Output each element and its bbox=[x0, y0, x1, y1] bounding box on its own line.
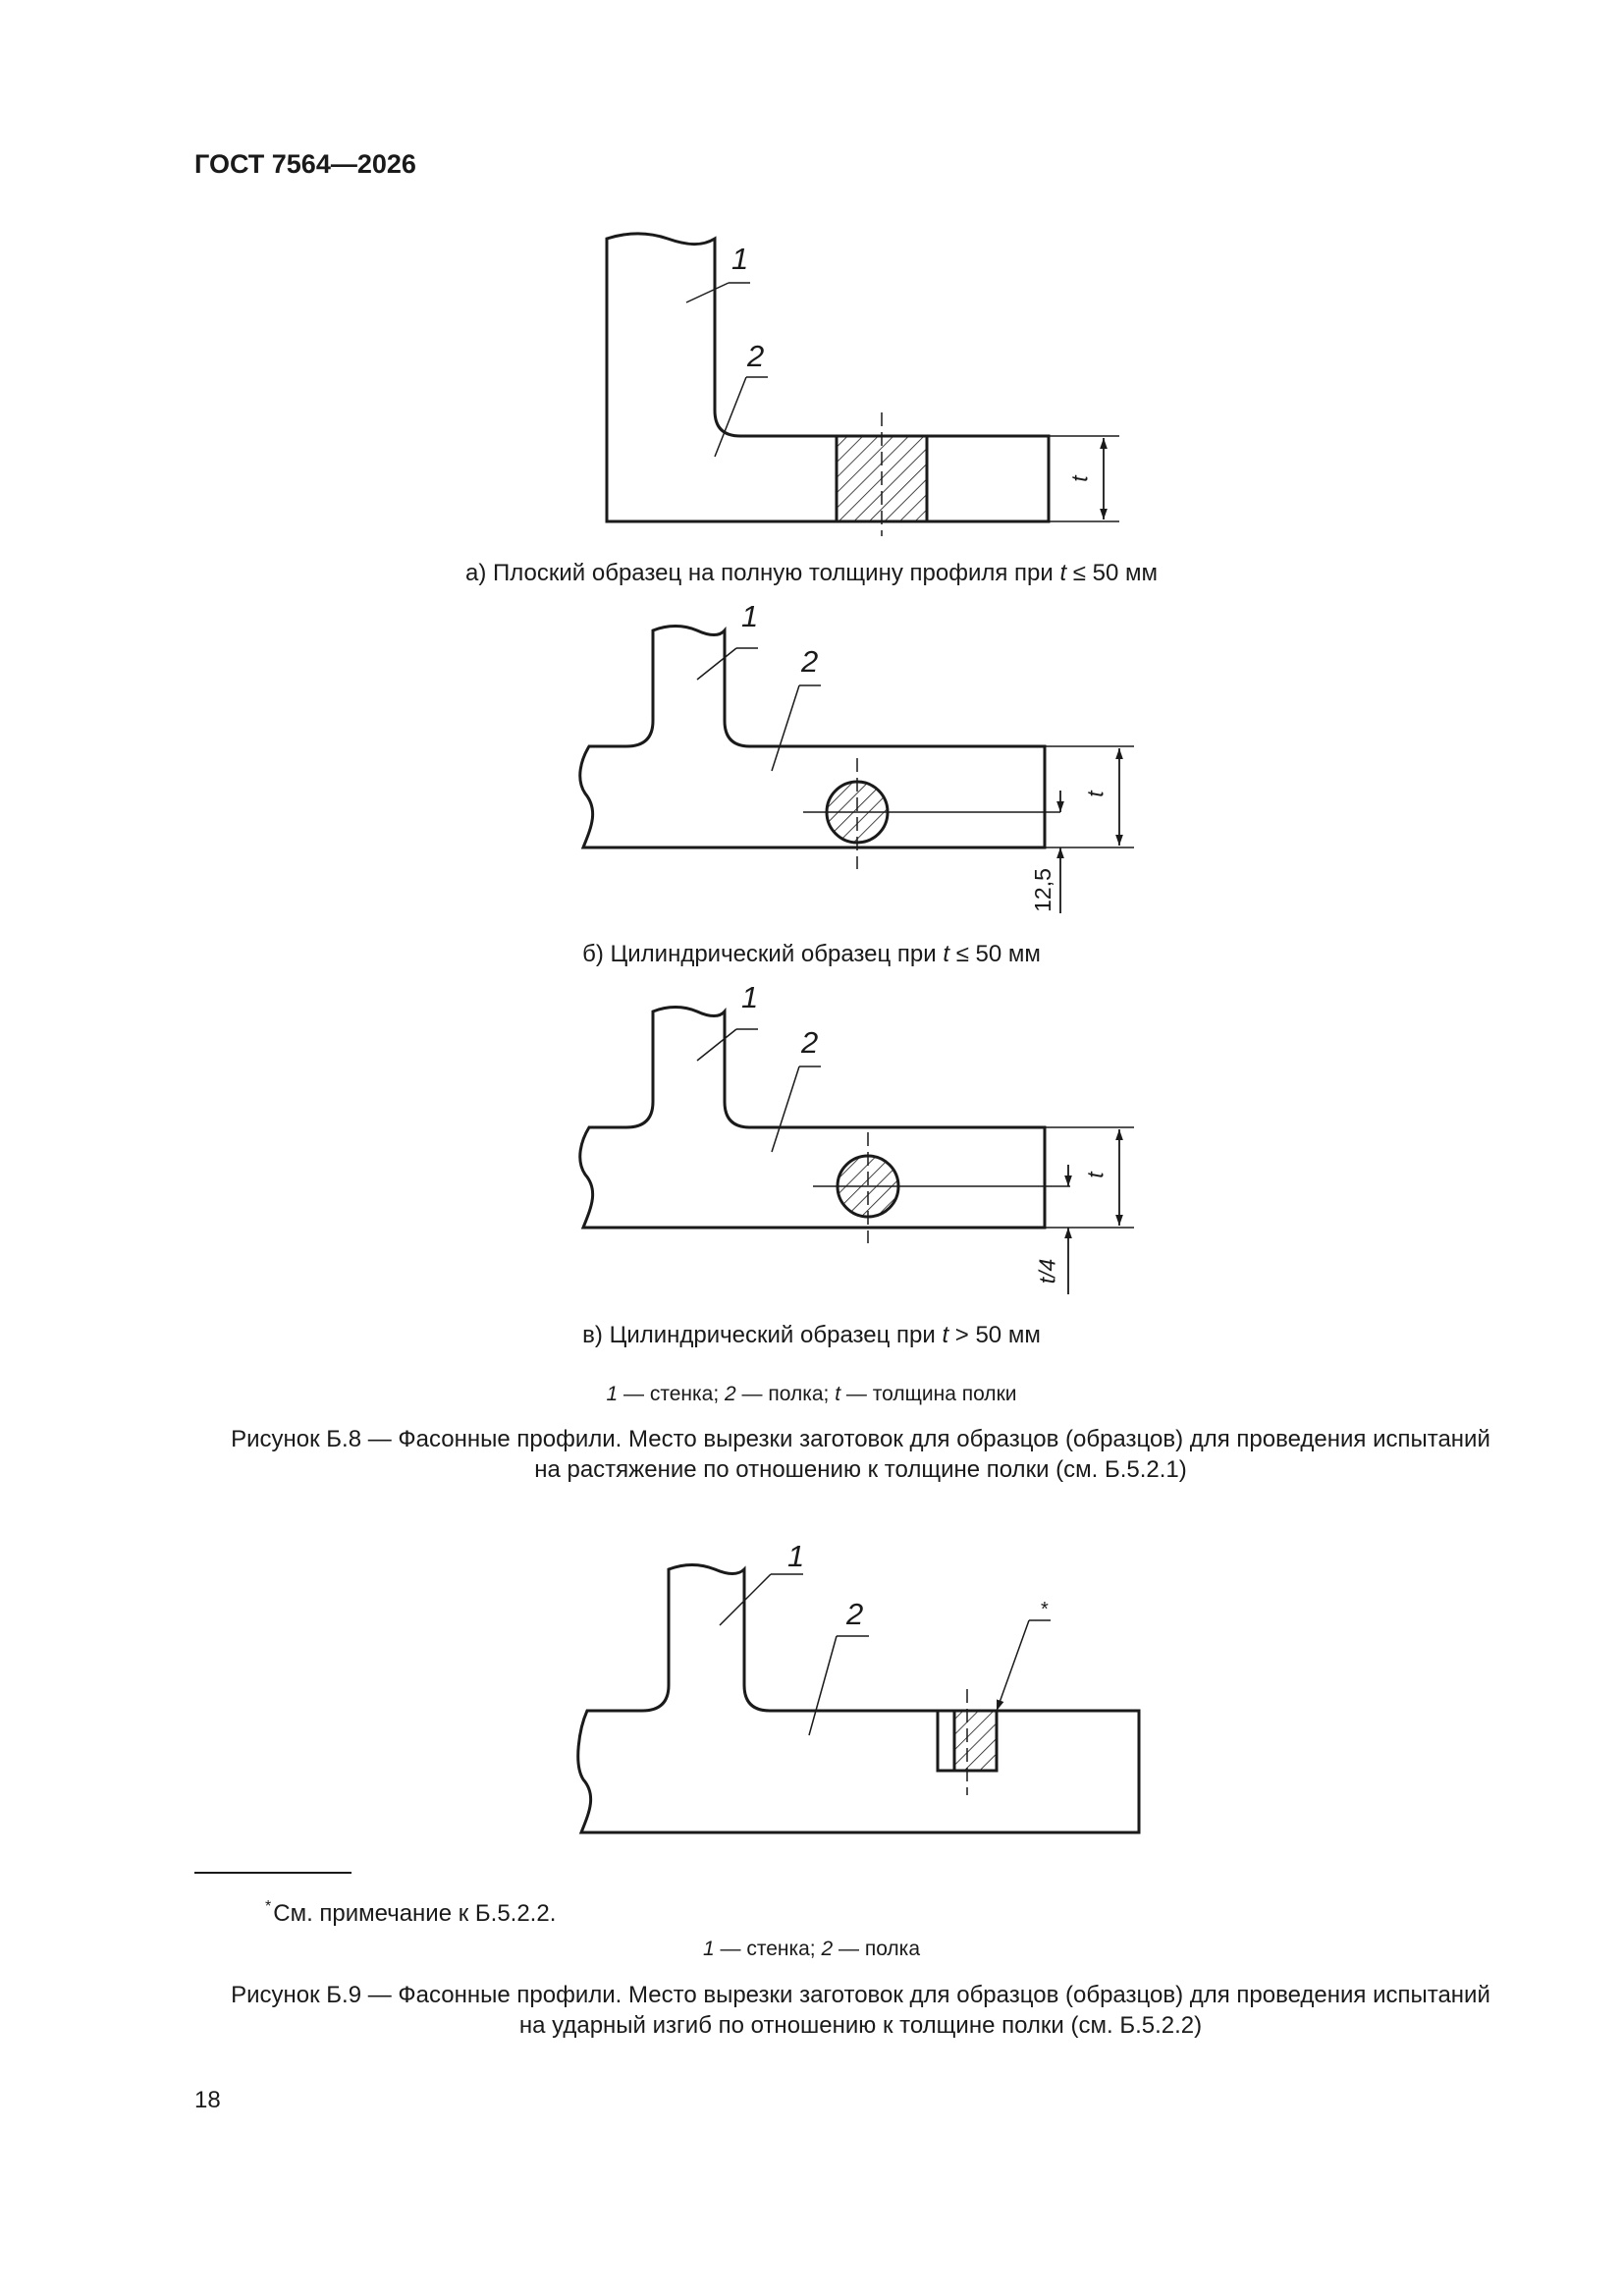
figure-b8-legend: 1 — стенка; 2 — полка; t — толщина полки bbox=[606, 1383, 1017, 1405]
figure-c-dimension-offset: t/4 bbox=[1034, 1258, 1060, 1285]
figure-b-dimension-t: t bbox=[1082, 791, 1109, 797]
figure-a-label-2: 2 bbox=[747, 339, 765, 373]
figure-c-label-1: 1 bbox=[741, 980, 759, 1014]
figure-c-caption: в) Цилиндрический образец при t > 50 мм bbox=[582, 1322, 1041, 1348]
figure-c-drawing bbox=[580, 1008, 1134, 1295]
page-number: 18 bbox=[194, 2087, 221, 2113]
figure-b-caption: б) Цилиндрический образец при t ≤ 50 мм bbox=[582, 941, 1041, 967]
figure-b9-label-1: 1 bbox=[787, 1539, 805, 1573]
figure-a-drawing bbox=[607, 234, 1119, 536]
figure-c-label-2: 2 bbox=[801, 1025, 819, 1060]
figure-a-label-1: 1 bbox=[731, 242, 749, 276]
figure-b-label-1: 1 bbox=[741, 599, 759, 633]
figure-c-dimension-t: t bbox=[1082, 1172, 1109, 1178]
figure-b-label-2: 2 bbox=[801, 644, 819, 679]
figure-b9-title: Рисунок Б.9 — Фасонные профили. Место вырезки заготовок для образцов (образцов) для проведения испытаний на ударный изгиб по отношению к толщине полки (см. Б.5.2.2) bbox=[231, 1982, 1490, 2039]
figure-b9-label-2: 2 bbox=[846, 1597, 864, 1631]
figure-b-dimension-offset: 12,5 bbox=[1029, 868, 1055, 912]
footnote-rule bbox=[194, 1872, 352, 1874]
figure-a-dimension-t: t bbox=[1066, 475, 1093, 482]
figure-a-caption: а) Плоский образец на полную толщину профиля при t ≤ 50 мм bbox=[465, 560, 1158, 586]
document-header: ГОСТ 7564—2026 bbox=[194, 149, 416, 179]
footnote: *См. примечание к Б.5.2.2. bbox=[265, 1898, 557, 1927]
figure-b8-title: Рисунок Б.8 — Фасонные профили. Место вырезки заготовок для образцов (образцов) для проведения испытаний на растяжение по отношению к толщине полки (см. Б.5.2.1) bbox=[231, 1426, 1490, 1483]
figure-b9-asterisk: * bbox=[1041, 1599, 1049, 1620]
figure-b9-legend: 1 — стенка; 2 — полка bbox=[702, 1938, 921, 1960]
